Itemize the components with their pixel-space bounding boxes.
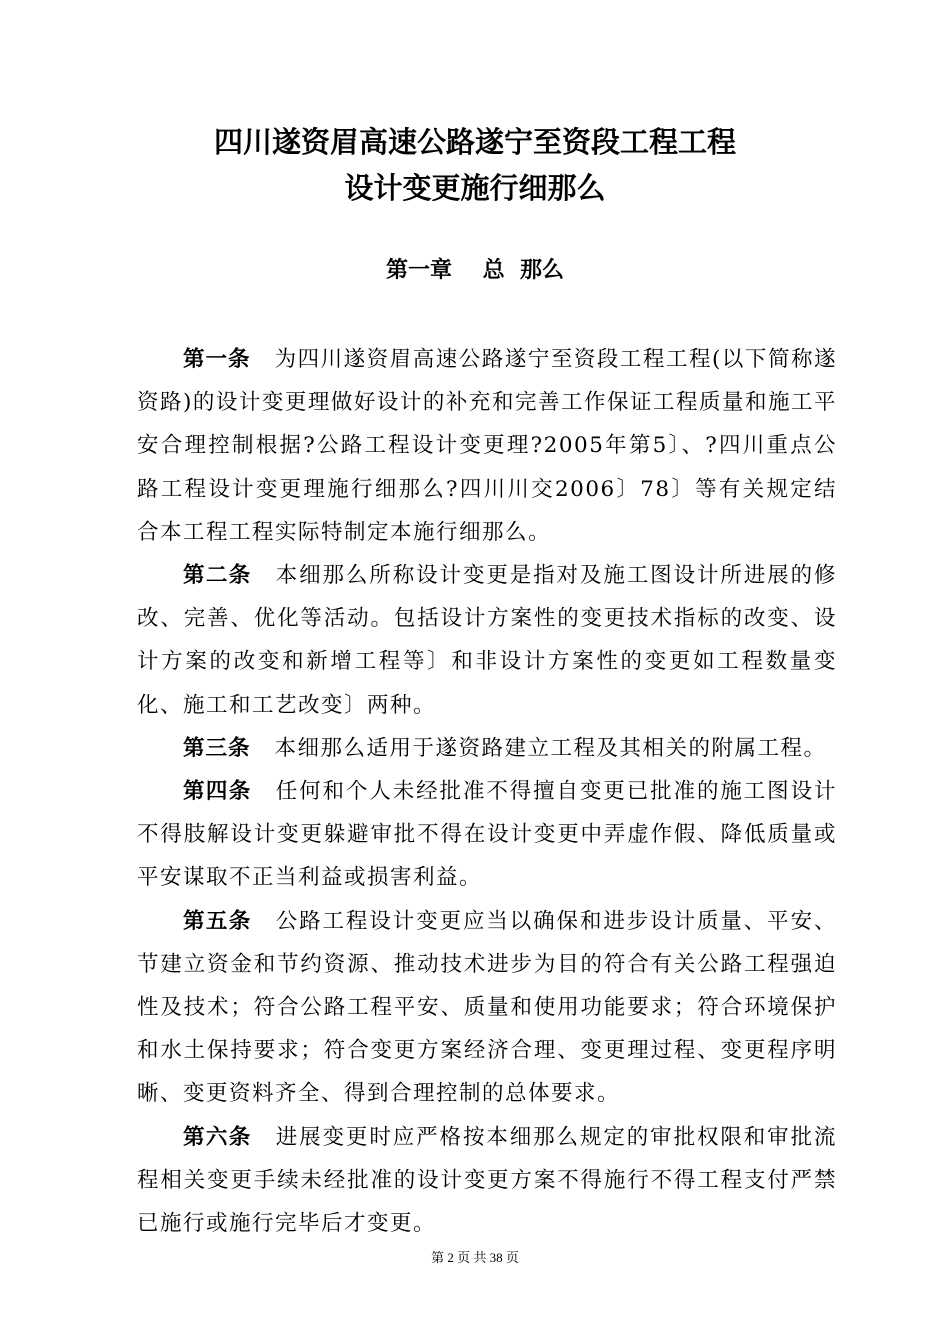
article-heading: 第一条: [183, 347, 251, 372]
document-title-line-1: 四川遂资眉高速公路遂宁至资段工程工程: [213, 125, 736, 159]
article-text: 为四川遂资眉高速公路遂宁至资段工程工程(以下简称遂资路)的设计变更理做好设计的补充和完善工作保证工程质量和施工平安合理控制根据?公路工程设计变更理?2005年第5〕、?四川重点公路工程设计变更理施行细那么?四川川交2006〕78〕等有关规定结合本工程工程实际特制定本施行细那么。: [137, 347, 837, 545]
article-text: 本细那么适用于遂资路建立工程及其相关的附属工程。: [274, 735, 827, 761]
article-1: [137, 338, 837, 554]
article-text: 任何和个人未经批准不得擅自变更已批准的施工图设计不得肢解设计变更躲避审批不得在设计变更中弄虚作假、降低质量或平安谋取不正当利益或损害利益。: [137, 779, 837, 891]
document-title-line-2: 设计变更施行细那么: [344, 171, 606, 205]
article-heading: 第六条: [183, 1124, 252, 1150]
article-3: [137, 727, 837, 770]
article-4: [137, 770, 837, 900]
article-heading: 第二条: [183, 563, 252, 589]
document-body: [137, 338, 837, 1245]
article-2: [137, 554, 837, 727]
article-heading: 第四条: [183, 779, 252, 805]
article-6: [137, 1116, 837, 1246]
article-5: [137, 900, 837, 1116]
article-heading: 第三条: [183, 735, 251, 761]
article-text: 进展变更时应严格按本细那么规定的审批权限和审批流程相关变更手续未经批准的设计变更方案不得施行不得工程支付严禁已施行或施行完毕后才变更。: [137, 1124, 837, 1237]
article-heading: 第五条: [183, 908, 252, 934]
article-text: 公路工程设计变更应当以确保和进步设计质量、平安、节建立资金和节约资源、推动技术进步为目的符合有关公路工程强迫性及技术；符合公路工程平安、质量和使用功能要求；符合环境保护和水土保持要求；符合变更方案经济合理、变更理过程、变更程序明晰、变更资料齐全、得到合理控制的总体要求。: [137, 908, 837, 1107]
article-text: 本细那么所称设计变更是指对及施工图设计所进展的修改、完善、优化等活动。包括设计方案性的变更技术指标的改变、设计方案的改变和新增工程等〕和非设计方案性的变更如工程数量变化、施工和工艺改变〕两种。: [137, 563, 837, 718]
chapter-heading: 第一章 总 那么: [386, 258, 564, 283]
page-number-footer: 第 2 页 共 38 页: [431, 1250, 519, 1265]
